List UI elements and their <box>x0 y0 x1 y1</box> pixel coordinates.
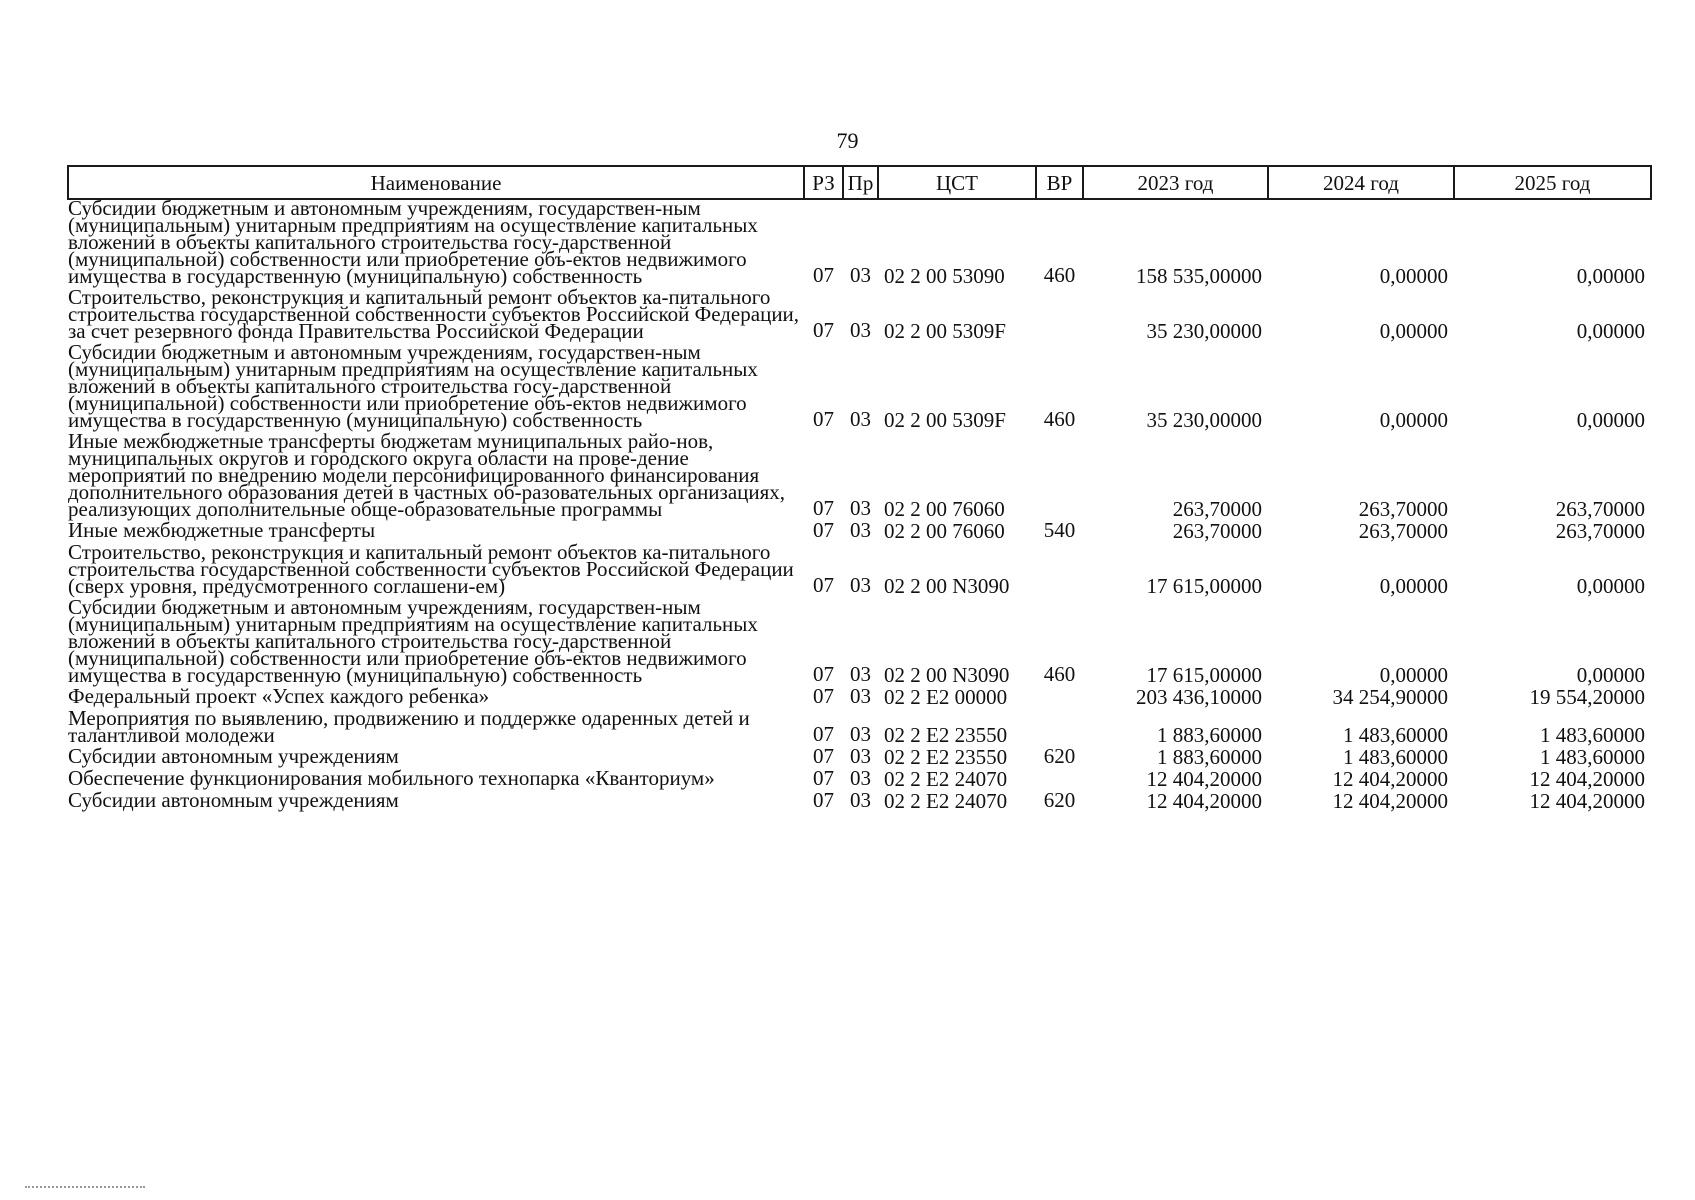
row-2025: 0,00000 <box>1576 319 1645 343</box>
row-2025: 12 404,20000 <box>1529 767 1645 791</box>
row-vr: 540 <box>1043 518 1076 542</box>
row-name: Строительство, реконструкция и капитальный ремонт объектов ка-питального строительства государственной собственности субъектов Российской Федерации, за счет резервного фонда Правительства Российской Федерации <box>68 285 800 343</box>
row-2023: 263,70000 <box>1172 497 1262 521</box>
row-pr: 03 <box>850 318 871 342</box>
row-vr: 460 <box>1043 263 1076 287</box>
row-vr: 620 <box>1043 788 1076 812</box>
row-2025: 1 483,60000 <box>1540 723 1645 747</box>
row-cst: 02 2 00 76060 <box>884 497 1005 521</box>
row-pr: 03 <box>850 573 871 597</box>
row-cst: 02 2 00 N3090 <box>884 663 1010 687</box>
row-2023: 35 230,00000 <box>1146 319 1262 343</box>
row-name: Субсидии автономным учреждениям <box>68 744 399 768</box>
row-cst: 02 2 E2 24070 <box>884 767 1008 791</box>
row-2025: 0,00000 <box>1576 264 1645 288</box>
header-cst: ЦСТ <box>878 166 1036 199</box>
row-rz: 07 <box>813 662 834 686</box>
row-vr <box>1036 429 1083 518</box>
row-2025: 1 483,60000 <box>1540 745 1645 769</box>
row-vr <box>1036 285 1083 340</box>
row-2023: 12 404,20000 <box>1146 767 1262 791</box>
row-2024: 1 483,60000 <box>1343 723 1448 747</box>
row-rz: 07 <box>813 766 834 790</box>
row-pr: 03 <box>850 407 871 431</box>
table-row <box>68 429 1651 518</box>
row-rz: 07 <box>813 496 834 520</box>
row-cst: 02 2 E2 24070 <box>884 789 1008 813</box>
row-2024: 0,00000 <box>1379 574 1448 598</box>
table-row <box>68 788 1651 810</box>
table-header <box>68 166 1651 199</box>
row-pr: 03 <box>850 662 871 686</box>
row-2024: 12 404,20000 <box>1332 789 1448 813</box>
row-cst: 02 2 00 53090 <box>884 264 1005 288</box>
header-rz: РЗ <box>804 166 843 199</box>
row-vr: 460 <box>1043 662 1076 686</box>
row-pr: 03 <box>850 496 871 520</box>
page-number-text: 79 <box>836 128 859 153</box>
header-vr: ВР <box>1036 166 1083 199</box>
budget-table <box>67 165 1652 813</box>
row-2024: 263,70000 <box>1358 497 1448 521</box>
row-2025: 0,00000 <box>1576 574 1645 598</box>
row-pr: 03 <box>850 788 871 812</box>
row-2025: 263,70000 <box>1555 519 1645 543</box>
table-row <box>68 706 1651 744</box>
row-2025: 0,00000 <box>1576 408 1645 432</box>
table-row <box>68 684 1651 706</box>
row-name: Мероприятия по выявлению, продвижению и поддержке одаренных детей и талантливой молодежи <box>68 706 750 747</box>
row-cst: 02 2 E2 23550 <box>884 745 1008 769</box>
row-rz: 07 <box>813 518 834 542</box>
row-2025: 19 554,20000 <box>1529 685 1645 709</box>
row-2024: 1 483,60000 <box>1343 745 1448 769</box>
row-name: Субсидии бюджетным и автономным учреждениям, государствен-ным (муниципальным) унитарным предприятиям на осуществление капитальных вложений в объекты капитального строительства госу-дарственной (муниципальной) собственности или приобретение объ-ектов недвижимого имущества в государственную (муниципальную) собственность <box>68 196 758 288</box>
table-row <box>68 285 1651 340</box>
row-rz: 07 <box>813 788 834 812</box>
row-2023: 1 883,60000 <box>1157 723 1262 747</box>
row-name: Субсидии бюджетным и автономным учреждениям, государствен-ным (муниципальным) унитарным предприятиям на осуществление капитальных вложений в объекты капитального строительства госу-дарственной (муниципальной) собственности или приобретение объ-ектов недвижимого имущества в государственную (муниципальную) собственность <box>68 595 758 687</box>
row-2025: 12 404,20000 <box>1529 789 1645 813</box>
row-name: Строительство, реконструкция и капитальный ремонт объектов ка-питального строительства государственной собственности субъектов Российской Федерации (сверх уровня, предусмотренного соглашени-ем) <box>68 540 794 598</box>
row-2025: 263,70000 <box>1555 497 1645 521</box>
row-2023: 35 230,00000 <box>1146 408 1262 432</box>
row-2024: 12 404,20000 <box>1332 767 1448 791</box>
row-vr <box>1036 766 1083 788</box>
row-cst: 02 2 E2 00000 <box>884 685 1008 709</box>
header-pr: Пр <box>843 166 878 199</box>
row-2024: 34 254,90000 <box>1332 685 1448 709</box>
row-pr: 03 <box>850 263 871 287</box>
row-2025: 0,00000 <box>1576 663 1645 687</box>
row-rz: 07 <box>813 684 834 708</box>
row-2023: 203 436,10000 <box>1136 685 1262 709</box>
table-body <box>68 196 1651 813</box>
header-2025: 2025 год <box>1454 166 1651 199</box>
row-name: Иные межбюджетные трансферты <box>68 518 376 542</box>
row-name: Федеральный проект «Успех каждого ребенка» <box>68 684 490 708</box>
page-number <box>0 128 1695 154</box>
table-row <box>68 540 1651 595</box>
row-cst: 02 2 00 5309F <box>884 408 1006 432</box>
row-pr: 03 <box>850 518 871 542</box>
row-2024: 0,00000 <box>1379 408 1448 432</box>
header-name: Наименование <box>68 166 804 199</box>
row-vr: 460 <box>1043 407 1076 431</box>
row-cst: 02 2 E2 23550 <box>884 723 1008 747</box>
row-cst: 02 2 00 N3090 <box>884 574 1010 598</box>
row-vr <box>1036 706 1083 744</box>
table-row <box>68 766 1651 788</box>
row-pr: 03 <box>850 744 871 768</box>
row-2024: 0,00000 <box>1379 319 1448 343</box>
row-2023: 158 535,00000 <box>1136 264 1262 288</box>
row-rz: 07 <box>813 407 834 431</box>
row-vr: 620 <box>1043 744 1076 768</box>
row-2023: 17 615,00000 <box>1146 574 1262 598</box>
row-rz: 07 <box>813 722 834 746</box>
row-2023: 17 615,00000 <box>1146 663 1262 687</box>
row-name: Субсидии бюджетным и автономным учреждениям, государствен-ным (муниципальным) унитарным предприятиям на осуществление капитальных вложений в объекты капитального строительства госу-дарственной (муниципальной) собственности или приобретение объ-ектов недвижимого имущества в государственную (муниципальную) собственность <box>68 340 758 432</box>
row-vr <box>1036 540 1083 595</box>
row-pr: 03 <box>850 684 871 708</box>
table-row <box>68 595 1651 684</box>
table-row <box>68 744 1651 766</box>
table-row <box>68 340 1651 429</box>
table-row <box>68 518 1651 540</box>
row-2024: 263,70000 <box>1358 519 1448 543</box>
row-2024: 0,00000 <box>1379 663 1448 687</box>
scan-artifact-rule <box>25 1186 145 1189</box>
row-2023: 263,70000 <box>1172 519 1262 543</box>
table-row <box>68 199 1651 285</box>
header-2024: 2024 год <box>1268 166 1454 199</box>
row-name: Обеспечение функционирования мобильного технопарка «Кванториум» <box>68 766 715 790</box>
row-rz: 07 <box>813 263 834 287</box>
row-name: Субсидии автономным учреждениям <box>68 788 399 812</box>
row-rz: 07 <box>813 573 834 597</box>
row-cst: 02 2 00 5309F <box>884 319 1006 343</box>
row-2023: 12 404,20000 <box>1146 789 1262 813</box>
row-2024: 0,00000 <box>1379 264 1448 288</box>
row-rz: 07 <box>813 744 834 768</box>
header-2023: 2023 год <box>1083 166 1268 199</box>
row-vr <box>1036 684 1083 706</box>
row-name: Иные межбюджетные трансферты бюджетам муниципальных райо-нов, муниципальных округов и городского округа области на прове-дение мероприятий по внедрению модели персонифицированного финансирования дополнительного образования детей в частных об-разовательных организациях, реализующих дополнительные обще-образовательные программы <box>68 429 786 521</box>
row-pr: 03 <box>850 722 871 746</box>
row-rz: 07 <box>813 318 834 342</box>
row-cst: 02 2 00 76060 <box>884 519 1005 543</box>
row-pr: 03 <box>850 766 871 790</box>
row-2023: 1 883,60000 <box>1157 745 1262 769</box>
header-row <box>68 166 1651 199</box>
